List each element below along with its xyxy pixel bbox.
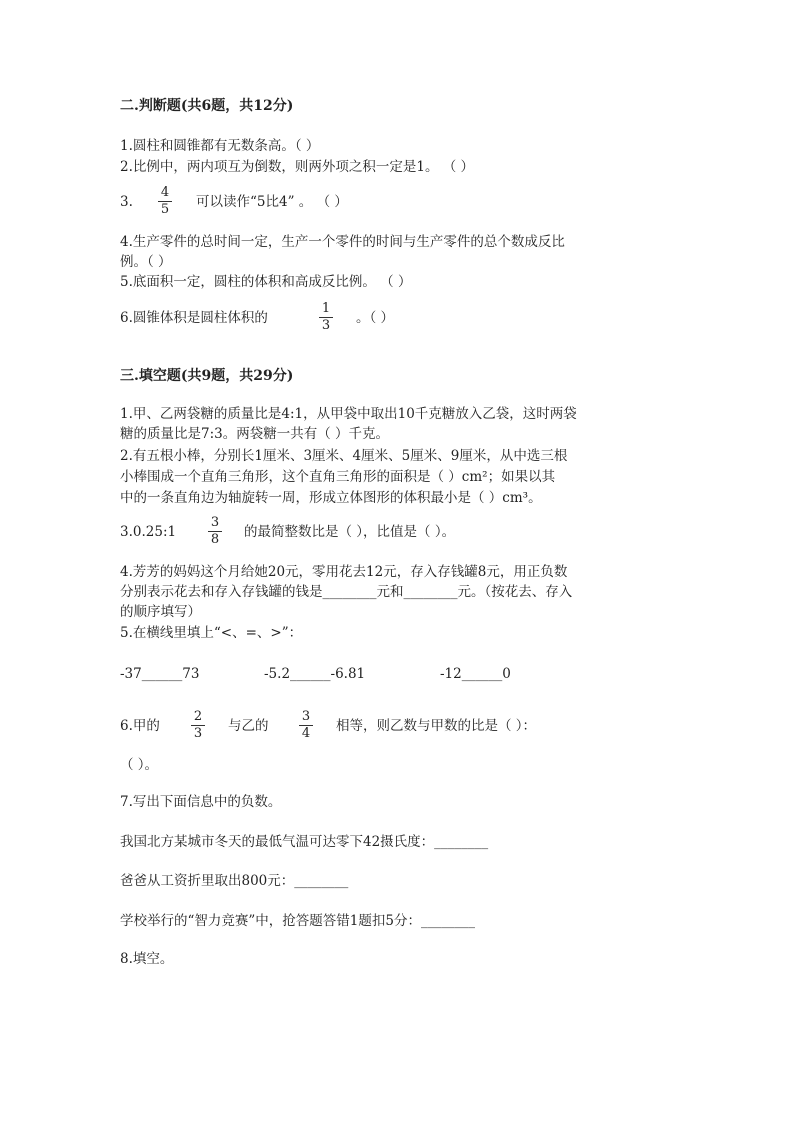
s2-question-6-tail: 。（ ）: [356, 310, 395, 326]
s2-question-1: 1.圆柱和圆锥都有无数条高。（ ）: [120, 138, 320, 154]
s3-question-3-fraction: [208, 516, 222, 547]
s3-question-1-line-1: 1.甲、乙两袋糖的质量比是4:1，从甲袋中取出10千克糖放入乙袋，这时两袋: [120, 406, 577, 422]
s3-question-7: 7.写出下面信息中的负数。: [120, 794, 282, 810]
fraction-denominator: 3: [193, 726, 203, 741]
s3-question-7-item-c: 学校举行的“智力竞赛”中，抢答题答错1题扣5分：________: [120, 913, 475, 929]
s2-question-4-line-1: 4.生产零件的总时间一定，生产一个零件的时间与生产零件的总个数成反比: [120, 234, 565, 250]
fraction-denominator: 8: [210, 532, 220, 547]
fraction-numerator: 3: [210, 515, 220, 530]
fraction-numerator: 3: [301, 709, 311, 724]
s3-question-6-text-a: 6.甲的: [120, 718, 160, 734]
s3-question-6-text-c: 相等，则乙数与甲数的比是（ ）：: [336, 718, 537, 734]
s3-question-4-line-2: 分别表示花去和存入存钱罐的钱是________元和________元。（按花去、存入: [120, 584, 573, 600]
s3-question-7-item-b: 爸爸从工资折里取出800元：________: [120, 873, 349, 889]
s3-question-3-number: 3.0.25:1: [120, 524, 177, 540]
section-3-title: 三.填空题(共9题，共29分): [120, 368, 294, 384]
fraction-numerator: 2: [193, 709, 203, 724]
s3-question-6-text-b: 与乙的: [228, 718, 269, 734]
s3-question-8: 8.填空。: [120, 951, 174, 967]
s3-question-7-item-a: 我国北方某城市冬天的最低气温可达零下42摄氏度：________: [120, 834, 489, 850]
s3-question-6-fraction-1: [191, 710, 205, 741]
s2-question-3-text: 可以读作“5比4” 。 （ ）: [196, 194, 348, 210]
s2-question-5: 5.底面积一定，圆柱的体积和高成反比例。 （ ）: [120, 274, 412, 290]
s2-question-3-fraction: [158, 186, 172, 217]
s3-question-5-item-c: -12______0: [440, 666, 511, 682]
s2-question-6-fraction: [319, 302, 333, 333]
s3-question-2-line-3: 中的一条直角边为轴旋转一周，形成立体图形的体积最小是（ ）cm³。: [120, 490, 542, 506]
s2-question-6-text: 6.圆锥体积是圆柱体积的: [120, 310, 268, 326]
s3-question-5-item-a: -37______73: [120, 666, 200, 682]
s2-question-4-line-2: 例。（ ）: [120, 254, 172, 270]
s3-question-5: 5.在横线里填上“<、=、>”：: [120, 625, 303, 641]
s3-question-4-line-3: 的顺序填写）: [120, 604, 201, 620]
s3-question-1-line-2: 糖的质量比是7:3。两袋糖一共有（ ）千克。: [120, 426, 390, 442]
s3-question-3-text: 的最简整数比是（ ），比值是（ ）。: [244, 524, 456, 540]
fraction-numerator: 4: [160, 185, 170, 200]
s3-question-6-fraction-2: [299, 710, 313, 741]
s3-question-6-text-d: （ ）。: [120, 757, 159, 773]
fraction-numerator: 1: [321, 301, 331, 316]
fraction-denominator: 5: [160, 202, 170, 217]
s3-question-5-item-b: -5.2______-6.81: [264, 666, 366, 682]
s3-question-4-line-1: 4.芳芳的妈妈这个月给她20元，零用花去12元，存入存钱罐8元，用正负数: [120, 564, 568, 580]
fraction-denominator: 4: [301, 726, 311, 741]
s2-question-3-number: 3.: [120, 194, 133, 210]
section-2-title: 二.判断题(共6题，共12分): [120, 98, 294, 114]
s3-question-2-line-1: 2.有五根小棒，分别长1厘米、3厘米、4厘米、5厘米、9厘米，从中选三根: [120, 448, 568, 464]
s2-question-2: 2.比例中，两内项互为倒数，则两外项之积一定是1。 （ ）: [120, 159, 475, 175]
s3-question-2-line-2: 小棒围成一个直角三角形，这个直角三角形的面积是（ ）cm²；如果以其: [120, 469, 556, 485]
fraction-denominator: 3: [321, 318, 331, 333]
